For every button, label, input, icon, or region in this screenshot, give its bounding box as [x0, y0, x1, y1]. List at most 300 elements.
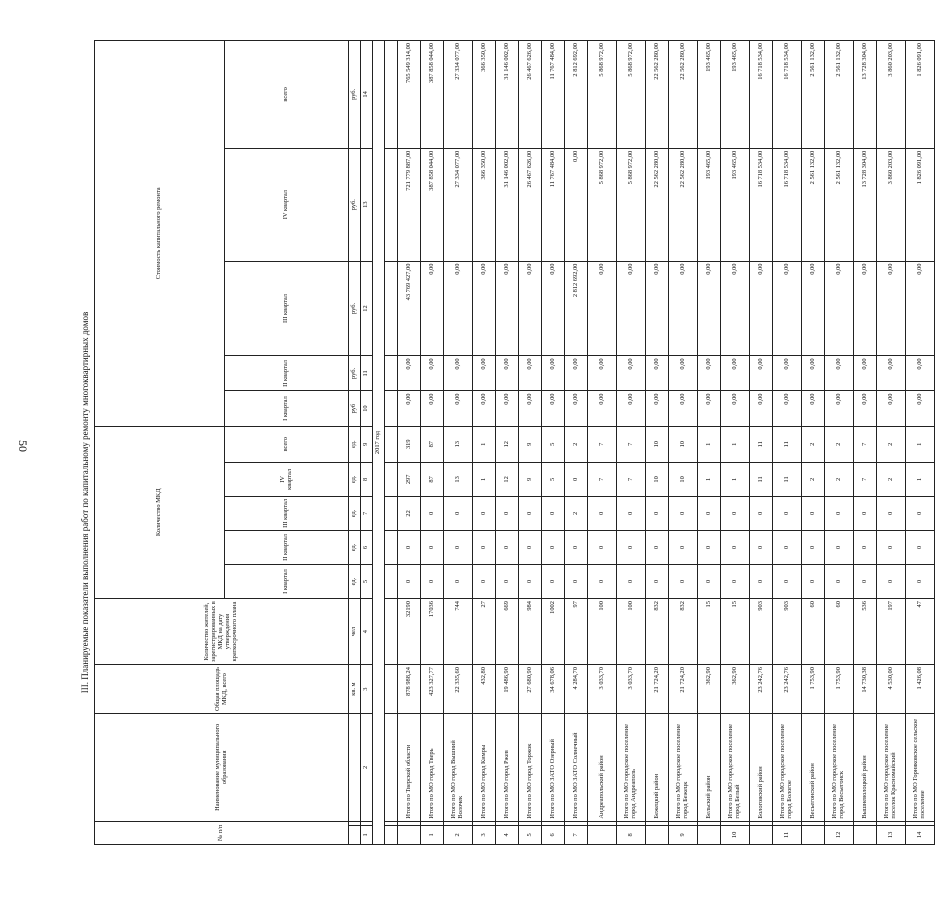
- cost-q2: 0,00: [906, 356, 935, 391]
- mkd-q4: 1: [721, 462, 750, 496]
- total-area: 1 753,90: [825, 665, 854, 714]
- cost-q4: 0,00: [565, 148, 588, 261]
- cost-q2: 0,00: [646, 356, 669, 391]
- cost-q2: 0,00: [721, 356, 750, 391]
- total-area: 21 724,20: [669, 665, 698, 714]
- cost-total: 765 549 314,00: [398, 41, 421, 149]
- table-row: [496, 41, 519, 845]
- total-area: 878 988,24: [398, 665, 421, 714]
- cost-q2: 0,00: [588, 356, 617, 391]
- mkd-q3: 0: [802, 496, 825, 530]
- municipality-name: Итого по МО Горняковское сельское поселение: [906, 714, 935, 822]
- index-cell: 6: [361, 530, 373, 564]
- unit-cell: чел: [349, 599, 361, 665]
- cost-q3: 0,00: [877, 261, 906, 356]
- cost-q2: 0,00: [750, 356, 773, 391]
- row-gap: [565, 821, 588, 825]
- header-residents: Количество жителей, зарегистрированных в МКД на дату утверждения краткосрочного плана: [95, 599, 349, 665]
- row-gap: [877, 821, 906, 825]
- header-cost-q4: IV квартал: [225, 148, 349, 261]
- residents-count: 60: [825, 599, 854, 665]
- cost-q4: 22 562 280,00: [669, 148, 698, 261]
- mkd-total: 12: [496, 426, 519, 462]
- municipality-name: Итого по МО город Кимры: [473, 714, 496, 822]
- cost-total: 16 718 534,00: [750, 41, 773, 149]
- residents-count: 536: [854, 599, 877, 665]
- row-gap: [825, 821, 854, 825]
- municipality-name: Итого по МО городское поселение поселок Красномайский: [877, 714, 906, 822]
- row-number: [802, 825, 825, 844]
- cost-q3: 0,00: [802, 261, 825, 356]
- mkd-q2: 0: [721, 530, 750, 564]
- table-row: [646, 41, 669, 845]
- table-row: [617, 41, 646, 845]
- row-number: [750, 825, 773, 844]
- total-area: 3 033,70: [617, 665, 646, 714]
- units-row: [349, 41, 361, 845]
- mkd-q4: 2: [802, 462, 825, 496]
- municipality-name: Итого по МО город Торжок: [519, 714, 542, 822]
- unit-cell: руб.: [349, 261, 361, 356]
- cost-q2: 0,00: [802, 356, 825, 391]
- mkd-total: 11: [773, 426, 802, 462]
- row-gap: [721, 821, 750, 825]
- row-number: 10: [721, 825, 750, 844]
- mkd-q1: 0: [750, 565, 773, 599]
- table-row: [721, 41, 750, 845]
- mkd-q1: 0: [519, 565, 542, 599]
- index-cell: 11: [361, 356, 373, 391]
- cost-total: 2 561 132,00: [825, 41, 854, 149]
- cost-total: 1 826 091,00: [906, 41, 935, 149]
- residents-count: 903: [750, 599, 773, 665]
- cost-q2: 0,00: [398, 356, 421, 391]
- table-row: [421, 41, 444, 845]
- unit-cell: руб: [349, 391, 361, 426]
- cost-q4: 31 146 002,00: [496, 148, 519, 261]
- mkd-q3: 0: [496, 496, 519, 530]
- mkd-q2: 0: [444, 530, 473, 564]
- mkd-q1: 0: [698, 565, 721, 599]
- cost-q3: 0,00: [698, 261, 721, 356]
- index-cell: 14: [361, 41, 373, 149]
- cost-q4: 16 718 534,00: [773, 148, 802, 261]
- row-gap: [646, 821, 669, 825]
- header-mkd-q4: IV квартал: [225, 462, 349, 496]
- residents-count: 47: [906, 599, 935, 665]
- mkd-q4: 7: [588, 462, 617, 496]
- mkd-q4: 12: [496, 462, 519, 496]
- cost-q4: 3 860 203,00: [877, 148, 906, 261]
- mkd-total: 2: [877, 426, 906, 462]
- residents-count: 744: [444, 599, 473, 665]
- unit-cell: ед.: [349, 530, 361, 564]
- index-cell: 8: [361, 462, 373, 496]
- header-num: № п/п: [95, 821, 349, 844]
- cost-q3: 0,00: [421, 261, 444, 356]
- mkd-q1: 0: [721, 565, 750, 599]
- mkd-q2: 0: [646, 530, 669, 564]
- mkd-q4: 11: [750, 462, 773, 496]
- mkd-total: 10: [669, 426, 698, 462]
- total-area: 23 242,76: [773, 665, 802, 714]
- cost-total: 16 718 534,00: [773, 41, 802, 149]
- mkd-total: 1: [906, 426, 935, 462]
- mkd-total: 87: [421, 426, 444, 462]
- table-row: [802, 41, 825, 845]
- row-gap: [588, 821, 617, 825]
- mkd-q4: 9: [519, 462, 542, 496]
- mkd-q1: 0: [906, 565, 935, 599]
- unit-cell: ед.: [349, 565, 361, 599]
- cost-q2: 0,00: [421, 356, 444, 391]
- cost-q3: 0,00: [496, 261, 519, 356]
- cost-q1: 0,00: [398, 391, 421, 426]
- row-gap: [496, 821, 519, 825]
- cost-total: 193 465,00: [721, 41, 750, 149]
- unit-cell: руб.: [349, 41, 361, 149]
- total-area: 23 242,76: [750, 665, 773, 714]
- header-name: Наименование муниципального образования: [95, 714, 349, 822]
- mkd-q4: 2: [825, 462, 854, 496]
- mkd-q3: 0: [519, 496, 542, 530]
- mkd-total: 9: [519, 426, 542, 462]
- unit-cell: ед.: [349, 426, 361, 462]
- index-cell: 5: [361, 565, 373, 599]
- mkd-q3: 0: [646, 496, 669, 530]
- cost-q2: 0,00: [444, 356, 473, 391]
- mkd-q2: 0: [617, 530, 646, 564]
- mkd-q4: 1: [698, 462, 721, 496]
- municipality-name: Вышневолоцкий район: [854, 714, 877, 822]
- unit-cell: руб.: [349, 148, 361, 261]
- cost-q3: 0,00: [617, 261, 646, 356]
- table-row: [398, 41, 421, 845]
- unit-cell: кв. м: [349, 665, 361, 714]
- total-area: 4 284,70: [565, 665, 588, 714]
- cost-q4: 27 334 077,00: [444, 148, 473, 261]
- cost-q1: 0,00: [854, 391, 877, 426]
- row-gap: [617, 821, 646, 825]
- unit-cell: ед.: [349, 462, 361, 496]
- mkd-q2: 0: [750, 530, 773, 564]
- mkd-q1: 0: [588, 565, 617, 599]
- cost-q1: 0,00: [542, 391, 565, 426]
- index-cell: 2: [361, 714, 373, 822]
- row-gap: [398, 821, 421, 825]
- municipality-name: Бельский район: [698, 714, 721, 822]
- cost-total: 31 146 002,00: [496, 41, 519, 149]
- cost-q3: 0,00: [854, 261, 877, 356]
- header-cost-q2: II квартал: [225, 356, 349, 391]
- row-number: [398, 825, 421, 844]
- cost-q2: 0,00: [542, 356, 565, 391]
- residents-count: 17036: [421, 599, 444, 665]
- residents-count: 669: [496, 599, 519, 665]
- table-row: [773, 41, 802, 845]
- row-gap: [473, 821, 496, 825]
- cost-q1: 0,00: [750, 391, 773, 426]
- mkd-q1: 0: [825, 565, 854, 599]
- mkd-q3: 0: [542, 496, 565, 530]
- row-number: [588, 825, 617, 844]
- row-number: 8: [617, 825, 646, 844]
- header-mkd-group: Количество МКД: [95, 426, 225, 598]
- table-row: [698, 41, 721, 845]
- row-number: 9: [669, 825, 698, 844]
- mkd-q4: 2: [877, 462, 906, 496]
- mkd-q2: 0: [565, 530, 588, 564]
- table-row: [588, 41, 617, 845]
- total-area: 34 678,06: [542, 665, 565, 714]
- cost-q4: 5 868 972,00: [617, 148, 646, 261]
- row-gap: [773, 821, 802, 825]
- mkd-q1: 0: [398, 565, 421, 599]
- cost-total: 5 868 972,00: [617, 41, 646, 149]
- title-text: Планируемые показатели выполнения работ по капитальному ремонту многоквартирных домов: [80, 311, 90, 680]
- unit-cell: руб.: [349, 356, 361, 391]
- residents-count: 1002: [542, 599, 565, 665]
- cost-total: 22 562 280,00: [669, 41, 698, 149]
- total-area: 21 724,20: [646, 665, 669, 714]
- capital-repair-table: [94, 40, 935, 845]
- cost-q3: 0,00: [773, 261, 802, 356]
- mkd-total: 11: [750, 426, 773, 462]
- cost-q1: 0,00: [721, 391, 750, 426]
- municipality-name: Весьегонский район: [802, 714, 825, 822]
- mkd-total: 2: [802, 426, 825, 462]
- mkd-q1: 0: [617, 565, 646, 599]
- residents-count: 15: [721, 599, 750, 665]
- mkd-q1: 0: [646, 565, 669, 599]
- municipality-name: Итого по МО городское поселение город Бологое: [773, 714, 802, 822]
- mkd-q3: 0: [750, 496, 773, 530]
- mkd-q3: 0: [877, 496, 906, 530]
- table-row: [877, 41, 906, 845]
- mkd-q4: 13: [444, 462, 473, 496]
- mkd-q2: 0: [588, 530, 617, 564]
- cost-q1: 0,00: [519, 391, 542, 426]
- table-row: [854, 41, 877, 845]
- mkd-q4: 0: [565, 462, 588, 496]
- row-gap: [669, 821, 698, 825]
- mkd-q4: 297: [398, 462, 421, 496]
- municipality-name: Итого по МО городское поселение город Весьегонск: [825, 714, 854, 822]
- index-cell: 10: [361, 391, 373, 426]
- cost-q4: 1 826 091,00: [906, 148, 935, 261]
- mkd-q3: 0: [421, 496, 444, 530]
- row-gap: [802, 821, 825, 825]
- cost-total: 366 350,00: [473, 41, 496, 149]
- total-area: 432,80: [473, 665, 496, 714]
- header-mkd-q3: III квартал: [225, 496, 349, 530]
- cost-q2: 0,00: [565, 356, 588, 391]
- cost-q2: 0,00: [473, 356, 496, 391]
- mkd-total: 5: [542, 426, 565, 462]
- municipality-name: Итого по МО город Вышний Волочек: [444, 714, 473, 822]
- cost-q3: 0,00: [646, 261, 669, 356]
- mkd-q2: 0: [421, 530, 444, 564]
- cost-q2: 0,00: [519, 356, 542, 391]
- municipality-name: Итого по МО городское поселение город Андреаполь: [617, 714, 646, 822]
- row-number: [646, 825, 669, 844]
- residents-count: 197: [877, 599, 906, 665]
- total-area: 362,90: [698, 665, 721, 714]
- cost-q2: 0,00: [617, 356, 646, 391]
- cost-total: 5 868 972,00: [588, 41, 617, 149]
- municipality-name: Бежецкий район: [646, 714, 669, 822]
- row-number: 12: [825, 825, 854, 844]
- mkd-q1: 0: [542, 565, 565, 599]
- cost-q4: 193 465,00: [698, 148, 721, 261]
- mkd-q3: 0: [588, 496, 617, 530]
- index-cell: 3: [361, 665, 373, 714]
- mkd-q2: 0: [906, 530, 935, 564]
- residents-count: 903: [773, 599, 802, 665]
- table-row: [750, 41, 773, 845]
- cost-total: 26 467 626,00: [519, 41, 542, 149]
- cost-q4: 22 562 280,00: [646, 148, 669, 261]
- table-row: [542, 41, 565, 845]
- mkd-q2: 0: [519, 530, 542, 564]
- spacer-row: [385, 41, 398, 845]
- cost-q1: 0,00: [444, 391, 473, 426]
- mkd-q1: 0: [444, 565, 473, 599]
- cost-q3: 43 769 427,00: [398, 261, 421, 356]
- row-gap: [444, 821, 473, 825]
- index-cell: 12: [361, 261, 373, 356]
- cost-q3: 0,00: [825, 261, 854, 356]
- mkd-q4: 10: [646, 462, 669, 496]
- title-section-number: III.: [80, 681, 90, 694]
- mkd-q3: 0: [669, 496, 698, 530]
- row-number: 4: [496, 825, 519, 844]
- residents-count: 832: [646, 599, 669, 665]
- cost-total: 387 858 044,00: [421, 41, 444, 149]
- table-row: [906, 41, 935, 845]
- mkd-q4: 11: [773, 462, 802, 496]
- cost-q2: 0,00: [773, 356, 802, 391]
- mkd-q1: 0: [854, 565, 877, 599]
- table-header: [95, 41, 373, 845]
- cost-q3: 0,00: [721, 261, 750, 356]
- mkd-q2: 0: [877, 530, 906, 564]
- mkd-q4: 87: [421, 462, 444, 496]
- cost-q4: 366 350,00: [473, 148, 496, 261]
- mkd-q2: 0: [825, 530, 854, 564]
- mkd-total: 10: [646, 426, 669, 462]
- row-gap: [698, 821, 721, 825]
- cost-q3: 0,00: [906, 261, 935, 356]
- document-title: [78, 40, 92, 845]
- cost-q1: 0,00: [669, 391, 698, 426]
- mkd-q4: 10: [669, 462, 698, 496]
- header-mkd-q2: II квартал: [225, 530, 349, 564]
- row-gap: [542, 821, 565, 825]
- cost-total: 13 728 304,00: [854, 41, 877, 149]
- residents-count: 15: [698, 599, 721, 665]
- municipality-name: Бологовский район: [750, 714, 773, 822]
- cost-q4: 2 561 132,00: [825, 148, 854, 261]
- year-label: 2017 год: [373, 41, 385, 845]
- residents-count: 60: [802, 599, 825, 665]
- cost-q4: 5 868 972,00: [588, 148, 617, 261]
- cost-q1: 0,00: [496, 391, 519, 426]
- total-area: 4 530,00: [877, 665, 906, 714]
- cost-total: 2 812 692,00: [565, 41, 588, 149]
- mkd-q3: 2: [565, 496, 588, 530]
- mkd-total: 13: [444, 426, 473, 462]
- header-mkd-total: всего: [225, 426, 349, 462]
- cost-q1: 0,00: [906, 391, 935, 426]
- residents-count: 100: [588, 599, 617, 665]
- mkd-q3: 0: [721, 496, 750, 530]
- mkd-q1: 0: [473, 565, 496, 599]
- header-cost-q3: III квартал: [225, 261, 349, 356]
- index-cell: 1: [361, 825, 373, 844]
- cost-q3: 0,00: [669, 261, 698, 356]
- mkd-q3: 0: [617, 496, 646, 530]
- mkd-q4: 5: [542, 462, 565, 496]
- mkd-q3: 0: [906, 496, 935, 530]
- total-area: 423 327,77: [421, 665, 444, 714]
- row-number: 11: [773, 825, 802, 844]
- municipality-name: Итого по МО ЗАТО Озерный: [542, 714, 565, 822]
- cost-q1: 0,00: [565, 391, 588, 426]
- table-row: [473, 41, 496, 845]
- residents-count: 832: [669, 599, 698, 665]
- cost-q4: 387 858 044,00: [421, 148, 444, 261]
- mkd-q4: 1: [473, 462, 496, 496]
- row-number: 14: [906, 825, 935, 844]
- cost-q1: 0,00: [588, 391, 617, 426]
- cost-total: 11 767 484,00: [542, 41, 565, 149]
- cost-q3: 0,00: [750, 261, 773, 356]
- mkd-q2: 0: [698, 530, 721, 564]
- table-row: [565, 41, 588, 845]
- row-number: 3: [473, 825, 496, 844]
- row-number: 5: [519, 825, 542, 844]
- row-gap: [421, 821, 444, 825]
- column-index-row: [361, 41, 373, 845]
- total-area: 19 486,90: [496, 665, 519, 714]
- cost-total: 193 465,00: [698, 41, 721, 149]
- mkd-q3: 0: [473, 496, 496, 530]
- mkd-q3: 0: [698, 496, 721, 530]
- mkd-q3: 0: [773, 496, 802, 530]
- index-cell: 13: [361, 148, 373, 261]
- index-cell: 4: [361, 599, 373, 665]
- cost-q2: 0,00: [854, 356, 877, 391]
- total-area: 1 753,90: [802, 665, 825, 714]
- table-row: [669, 41, 698, 845]
- mkd-q2: 0: [773, 530, 802, 564]
- mkd-q2: 0: [496, 530, 519, 564]
- municipality-name: Андреапольский район: [588, 714, 617, 822]
- total-area: 362,90: [721, 665, 750, 714]
- cost-q3: 0,00: [588, 261, 617, 356]
- mkd-q1: 0: [802, 565, 825, 599]
- table-row: [825, 41, 854, 845]
- header-mkd-q1: I квартал: [225, 565, 349, 599]
- cost-q3: 0,00: [542, 261, 565, 356]
- mkd-q3: 0: [444, 496, 473, 530]
- mkd-total: 1: [473, 426, 496, 462]
- total-area: 3 033,70: [588, 665, 617, 714]
- total-area: 27 680,90: [519, 665, 542, 714]
- cost-q1: 0,00: [421, 391, 444, 426]
- mkd-q1: 0: [565, 565, 588, 599]
